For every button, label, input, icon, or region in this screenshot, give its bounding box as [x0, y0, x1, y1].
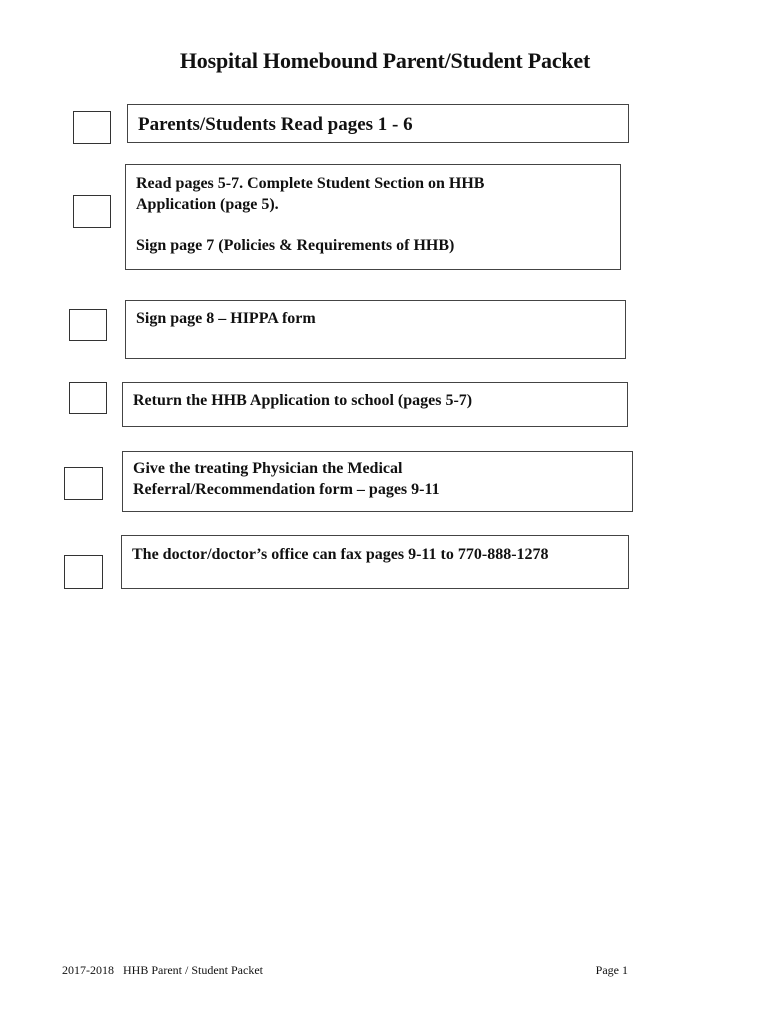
step-3-checkbox[interactable]	[69, 309, 107, 341]
step-6-text: The doctor/doctor’s office can fax pages 9-11 to 770-888-1278	[132, 546, 549, 563]
step-3-text: Sign page 8 – HIPPA form	[136, 310, 316, 327]
step-1-checkbox[interactable]	[73, 111, 111, 144]
step-4-text: Return the HHB Application to school (pages 5-7)	[133, 392, 473, 409]
step-2-box	[125, 164, 621, 270]
step-4-box	[122, 382, 628, 427]
step-2-checkbox[interactable]	[73, 195, 111, 228]
step-4-checkbox[interactable]	[69, 382, 107, 414]
footer-left: 2017-2018 HHB Parent / Student Packet	[62, 963, 263, 977]
step-5-box	[122, 451, 633, 512]
step-6-checkbox[interactable]	[64, 555, 103, 589]
step-1-text: Parents/Students Read pages 1 - 6	[138, 114, 413, 135]
step-6-box	[121, 535, 629, 589]
footer-page-number: Page 1	[595, 963, 628, 977]
step-5-checkbox[interactable]	[64, 467, 103, 500]
step-3-box	[125, 300, 626, 359]
step-2-text-line-1: Read pages 5-7. Complete Student Section on HHB	[136, 175, 485, 192]
document-title: Hospital Homebound Parent/Student Packet	[179, 48, 591, 73]
step-5-text-line-1: Give the treating Physician the Medical	[133, 460, 403, 477]
step-2-text-line-2: Application (page 5).	[136, 196, 279, 213]
step-1-box	[127, 104, 629, 143]
step-2-text-line-3: Sign page 7 (Policies & Requirements of HHB)	[136, 237, 455, 254]
step-5-text-line-2: Referral/Recommendation form – pages 9-11	[133, 481, 440, 498]
